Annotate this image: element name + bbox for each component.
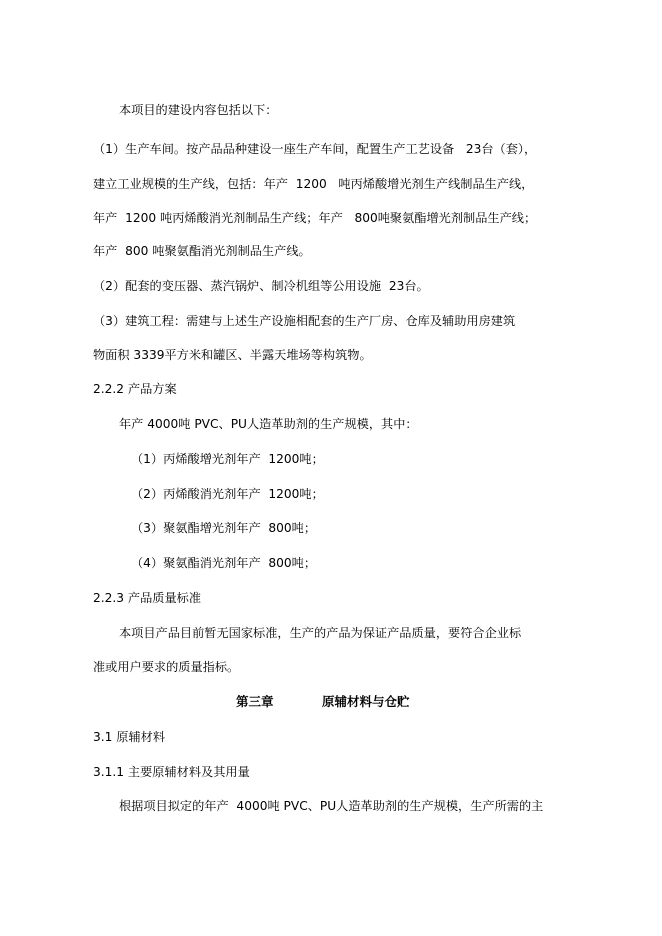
product-item-2: （2）丙烯酸消光剂年产 1200吨；: [131, 487, 324, 501]
section-heading-2-2-2: 2.2.2 产品方案: [93, 382, 177, 396]
chapter-number: 第三章: [236, 694, 274, 709]
quality-paragraph-line-2: 准或用户要求的质量指标。: [93, 660, 240, 674]
product-item-3: （3）聚氨酯增光剂年产 800吨；: [131, 521, 317, 535]
section-heading-2-2-3: 2.2.3 产品质量标准: [93, 591, 202, 605]
item-1-line-2: 建立工业规模的生产线，包括：年产 1200 吨丙烯酸增光剂生产线制品生产线，: [93, 177, 534, 191]
intro-paragraph: 本项目的建设内容包括以下：: [119, 103, 278, 117]
item-2: （2）配套的变压器、蒸汽锅炉、制冷机组等公用设施 23台。: [93, 279, 429, 293]
quality-paragraph-line-1: 本项目产品目前暂无国家标准，生产的产品为保证产品质量，要符合企业标: [119, 626, 522, 640]
item-3-line-1: （3）建筑工程：需建与上述生产设施相配套的生产厂房、仓库及辅助用房建筑: [93, 314, 516, 328]
chapter-title: 原辅材料与仓贮: [322, 694, 410, 709]
item-3-line-2: 物面积 3339平方米和罐区、半露天堆场等构筑物。: [93, 348, 372, 362]
raw-materials-paragraph-line-1: 根据项目拟定的年产 4000吨 PVC、PU人造革助剂的生产规模，生产所需的主: [119, 799, 544, 813]
product-item-4: （4）聚氨酯消光剂年产 800吨；: [131, 556, 317, 570]
item-1-line-4: 年产 800 吨聚氨酯消光剂制品生产线。: [93, 244, 311, 258]
section-heading-3-1: 3.1 原辅材料: [93, 730, 166, 744]
production-scale-line: 年产 4000吨 PVC、PU人造革助剂的生产规模，其中：: [119, 417, 418, 431]
section-heading-3-1-1: 3.1.1 主要原辅材料及其用量: [93, 765, 250, 779]
item-1-line-3: 年产 1200 吨丙烯酸消光剂制品生产线；年产 800吨聚氨酯增光剂制品生产线；: [93, 211, 537, 225]
item-1-line-1: （1）生产车间。按产品品种建设一座生产车间，配置生产工艺设备 23台（套），: [93, 142, 537, 156]
product-item-1: （1）丙烯酸增光剂年产 1200吨；: [131, 452, 324, 466]
